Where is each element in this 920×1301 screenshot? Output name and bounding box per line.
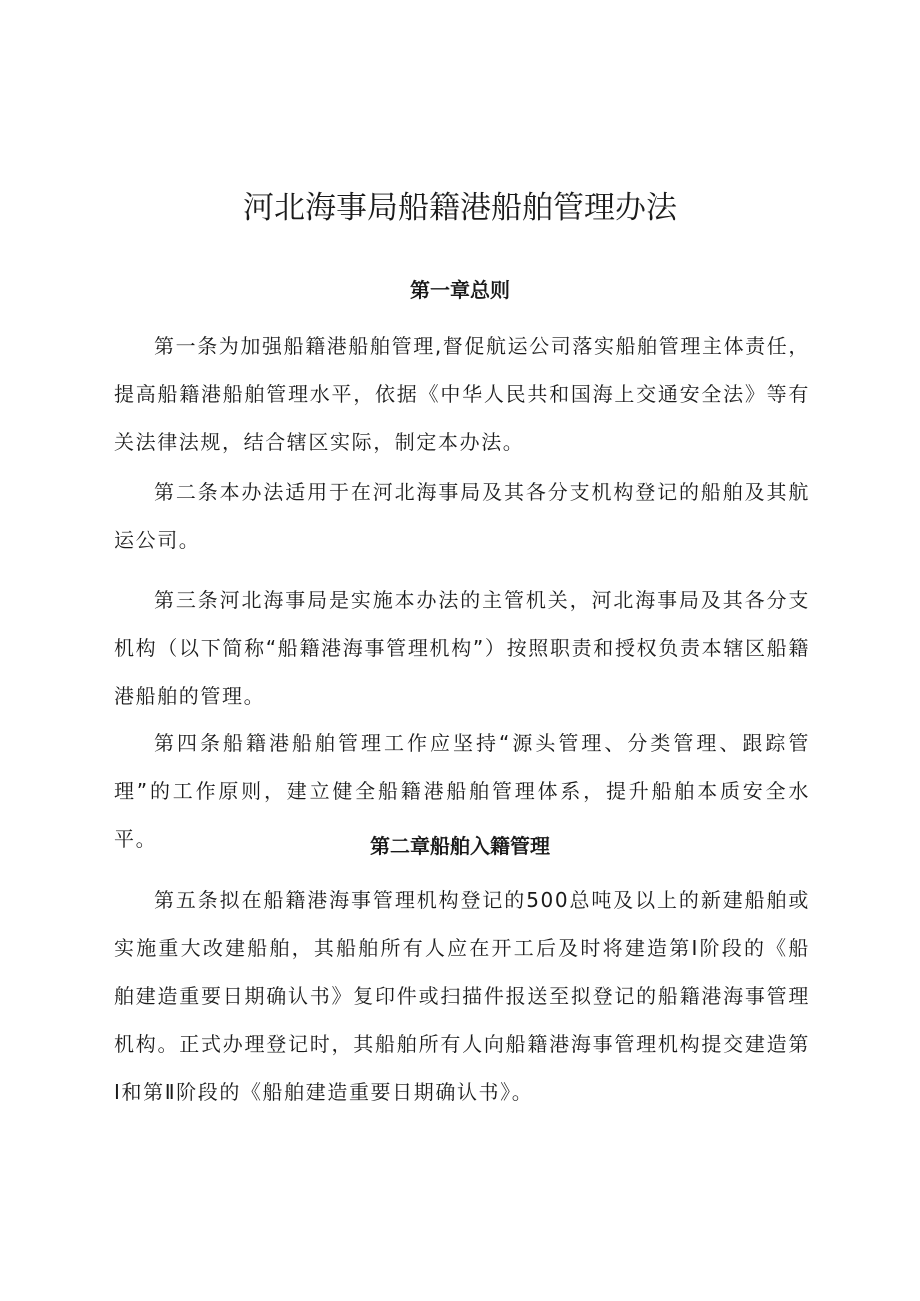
article-4: 第四条船籍港船舶管理工作应坚持“源头管理、分类管理、跟踪管理”的工作原则，建立健全船籍港船舶管理体系，提升船舶本质安全水平。 xyxy=(114,731,810,851)
article-1: 第一条为加强船籍港船舶管理,督促航运公司落实船舶管理主体责任，提高船籍港船舶管理水平，依据《中华人民共和国海上交通安全法》等有关法律法规，结合辖区实际，制定本办法。 xyxy=(114,334,810,454)
document-title: 河北海事局船籍港船舶管理办法 xyxy=(243,190,677,226)
chapter-heading-2: 第二章船舶入籍管理 xyxy=(370,834,550,858)
article-5: 第五条拟在船籍港海事管理机构登记的500总吨及以上的新建船舶或实施重大改建船舶，其船舶所有人应在开工后及时将建造第Ⅰ阶段的《船舶建造重要日期确认书》复印件或扫描件报送至拟登记的船籍港海事管理机构。正式办理登记时，其船舶所有人向船籍港海事管理机构提交建造第Ⅰ和第Ⅱ阶段的《船舶建造重要日期确认书》。 xyxy=(114,888,810,1104)
article-2: 第二条本办法适用于在河北海事局及其各分支机构登记的船舶及其航运公司。 xyxy=(114,480,810,552)
article-3: 第三条河北海事局是实施本办法的主管机关，河北海事局及其各分支机构（以下简称“船籍港海事管理机构”）按照职责和授权负责本辖区船籍港船舶的管理。 xyxy=(114,588,810,708)
chapter-heading-1: 第一章总则 xyxy=(410,278,510,302)
